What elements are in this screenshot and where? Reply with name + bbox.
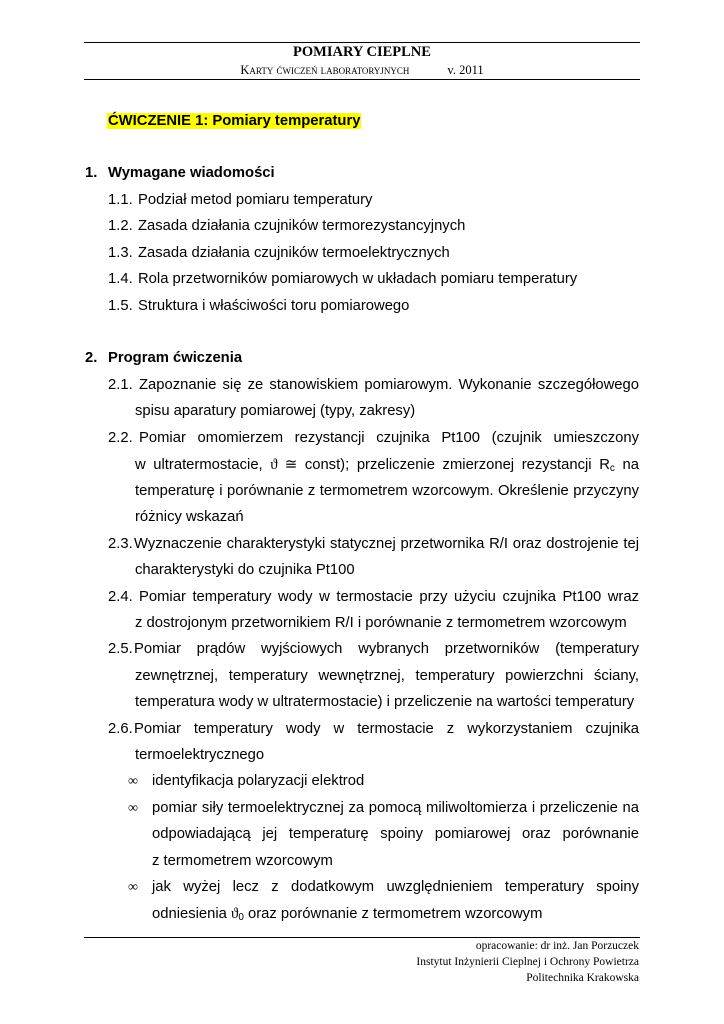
header-title: POMIARY CIEPLNE (293, 44, 431, 60)
footer-author: opracowanie: dr inż. Jan Porzuczek (475, 940, 639, 952)
footer-rule (84, 937, 640, 938)
item-number: 2.5. (108, 641, 133, 657)
item-text-line (135, 456, 639, 474)
list-item (108, 245, 450, 261)
list-item (108, 298, 409, 314)
item-text-line: spisu aparatury pomiarowej (typy, zakresy) (135, 403, 416, 419)
theta-symbol: ϑ ≅ (270, 457, 298, 473)
list-item (108, 271, 577, 287)
item-text-line: Pomiar temperatury wody w termostacie przy użyciu czujnika Pt100 wraz (139, 589, 639, 605)
bullet-text-line (152, 906, 542, 923)
text-fragment: oraz porównanie z termometrem wzorcowym (248, 906, 543, 922)
bullet-text-line: odpowiadającą jej temperaturę spoiny pomiarowej oraz porównanie (152, 826, 639, 842)
footer-university: Politechnika Krakowska (526, 972, 639, 984)
item-text: Rola przetworników pomiarowych w układach pomiaru temperatury (138, 271, 578, 287)
section-2-number: 2. (85, 350, 98, 366)
bullet-text-line: jak wyżej lecz z dodatkowym uwzględnieniem temperatury spoiny (152, 879, 639, 895)
item-text-line: różnicy wskazań (135, 509, 244, 525)
item-number: 2.1. (108, 377, 133, 393)
item-text-line: temperaturę i porównanie z termometrem wzorcowym. Określenie przyczyny (135, 483, 639, 499)
item-number: 2.2. (108, 430, 133, 446)
header-top-rule (84, 42, 640, 43)
item-text: Podział metod pomiaru temperatury (138, 192, 373, 208)
subscript: 0 (238, 912, 244, 923)
text-fragment: na (622, 457, 639, 473)
section-1-heading (85, 165, 275, 181)
bullet-text-line: identyfikacja polaryzacji elektrod (152, 773, 365, 789)
item-number: 1.4. (108, 271, 133, 287)
header-subtitle: Karty ćwiczeń laboratoryjnych (240, 63, 410, 77)
item-number: 2.6. (108, 721, 133, 737)
text-fragment: w ultratermostacie, (135, 457, 263, 473)
item-text-line: Pomiar prądów wyjściowych wybranych przetworników (temperatury (134, 641, 639, 657)
item-number: 1.5. (108, 298, 133, 314)
header-bottom-rule (84, 79, 640, 80)
footer-institute: Instytut Inżynierii Cieplnej i Ochrony Powietrza (416, 956, 639, 968)
bullet-text-line: z termometrem wzorcowym (152, 853, 333, 869)
item-text-line: Zapoznanie się ze stanowiskiem pomiarowym. Wykonanie szczegółowego (139, 377, 639, 393)
item-text-line: temperatura wody w ultratermostacie) i przeliczenie na wartości temperatury (135, 694, 635, 710)
item-number: 2.4. (108, 589, 133, 605)
item-number: 1.1. (108, 192, 133, 208)
item-text-line: Pomiar omomierzem rezystancji czujnika Pt100 (czujnik umieszczony (139, 430, 639, 446)
theta-symbol: ϑ (231, 906, 239, 922)
item-text: Zasada działania czujników termoelektrycznych (138, 245, 450, 261)
text-fragment: odniesienia (152, 906, 227, 922)
item-text-line: z dostrojonym przetwornikiem R/I i porównanie z termometrem wzorcowym (135, 615, 627, 631)
bullet-text-line: pomiar siły termoelektrycznej za pomocą miliwoltomierza i przeliczenie na (152, 800, 639, 816)
list-item (108, 218, 465, 234)
subscript: c (609, 463, 615, 474)
exercise-title: ĆWICZENIE 1: Pomiary temperatury (108, 113, 361, 129)
item-text-line: charakterystyki do czujnika Pt100 (135, 562, 355, 578)
item-text-line: Pomiar temperatury wody w termostacie z wykorzystaniem czujnika (134, 721, 639, 737)
text-fragment: const); przeliczenie zmierzonej rezystancji R (304, 457, 610, 473)
item-number: 1.2. (108, 218, 133, 234)
section-2-heading (85, 350, 242, 366)
section-2-title: Program ćwiczenia (108, 350, 243, 366)
item-text-line: termoelektrycznego (135, 747, 265, 763)
item-text: Zasada działania czujników termorezystancyjnych (138, 218, 466, 234)
infinity-bullet-icon: ∞ (128, 774, 138, 789)
section-1-number: 1. (85, 165, 98, 181)
item-number: 2.3. (108, 536, 133, 552)
infinity-bullet-icon: ∞ (128, 880, 138, 895)
infinity-bullet-icon: ∞ (128, 801, 138, 816)
list-item (108, 192, 372, 208)
item-number: 1.3. (108, 245, 133, 261)
section-1-title: Wymagane wiadomości (108, 165, 275, 181)
header-subtitle-line (84, 63, 640, 78)
item-text-line: Wyznaczenie charakterystyki statycznej przetwornika R/I oraz dostrojenie tej (134, 536, 639, 552)
item-text-line: zewnętrznej, temperatury wewnętrznej, temperatury powierzchni ściany, (135, 668, 639, 684)
item-text: Struktura i właściwości toru pomiarowego (138, 298, 410, 314)
header-version: v. 2011 (447, 63, 484, 77)
